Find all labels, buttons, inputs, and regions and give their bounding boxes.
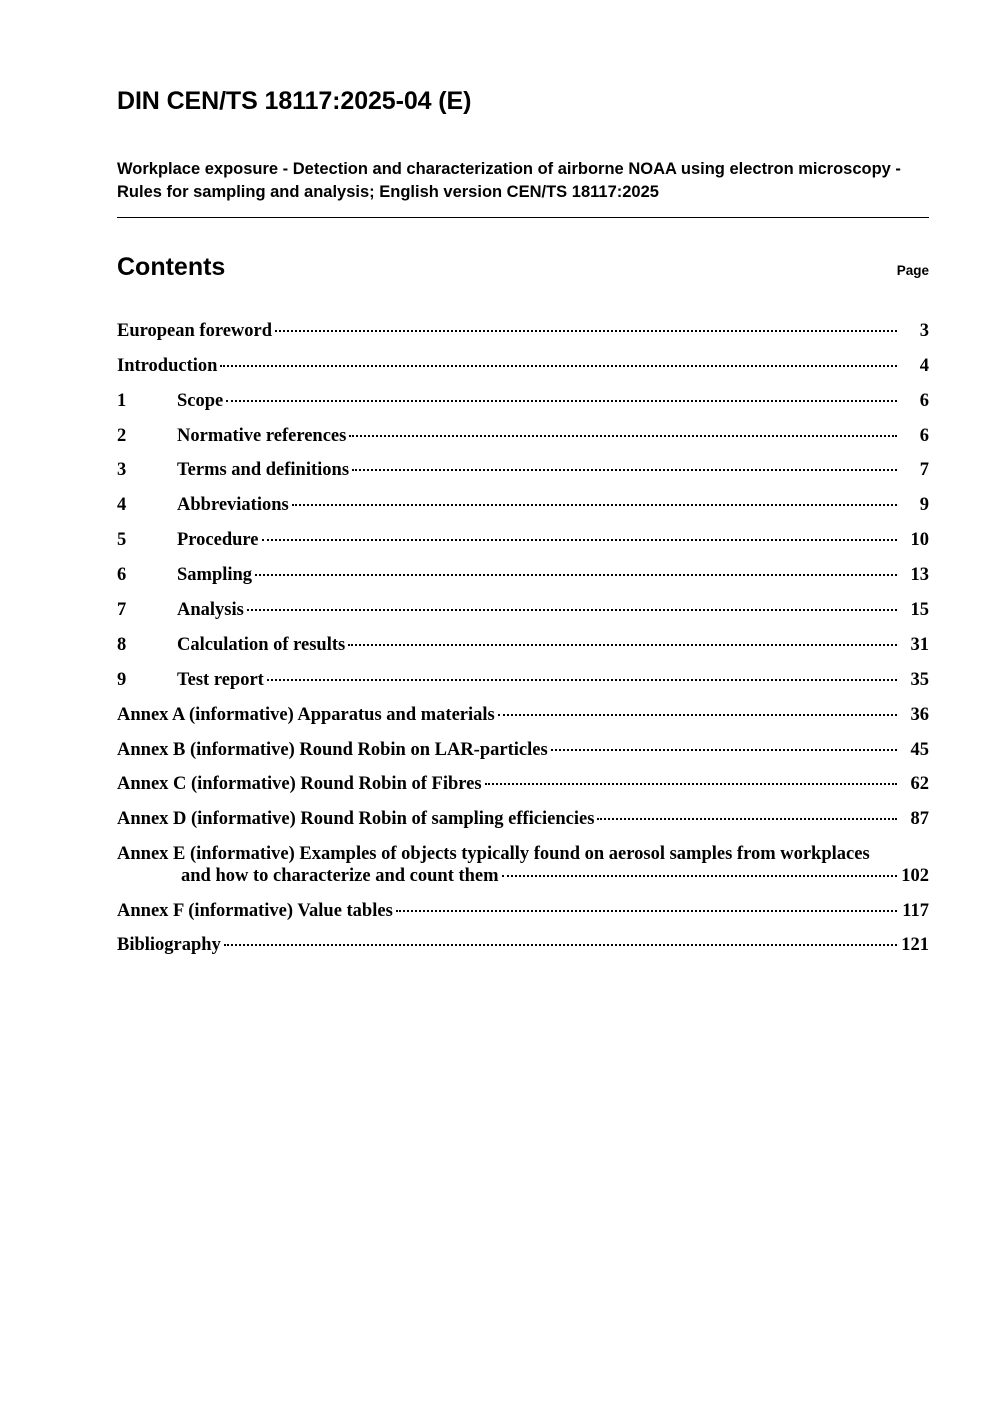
toc-entry-page: 31 [910, 634, 929, 655]
document-title: Workplace exposure - Detection and characterization of airborne NOAA using electron microscopy - Rules for sampling and analysis; English version CEN/TS 18117:2025 [117, 158, 929, 219]
toc-entry-annex-e[interactable] [117, 845, 929, 885]
leader-dots [498, 714, 897, 716]
toc-entry-normative-references[interactable] [117, 427, 929, 446]
toc-entry-number: 6 [117, 565, 127, 586]
toc-entry-number: 9 [117, 669, 127, 690]
leader-dots [485, 783, 897, 785]
toc-entry-number: 1 [117, 390, 127, 411]
toc-entry-label: Normative references [177, 425, 347, 446]
leader-dots [597, 818, 897, 820]
toc-entry-analysis[interactable] [117, 601, 929, 620]
toc-entry-annex-d[interactable] [117, 810, 929, 829]
toc-entry-label: Bibliography [117, 935, 221, 956]
toc-entry-label: Annex D (informative) Round Robin of sampling efficiencies [117, 809, 595, 830]
leader-dots [348, 644, 897, 646]
toc-entry-label: Introduction [117, 355, 218, 376]
toc-entry-calculation-of-results[interactable] [117, 636, 929, 655]
toc-entry-page: 62 [910, 774, 929, 795]
toc-entry-page: 7 [919, 460, 929, 481]
toc-entry-label: Annex E (informative) Examples of objects typically found on aerosol samples from workplaces [117, 844, 870, 865]
toc-entry-page: 117 [902, 900, 929, 921]
leader-dots [352, 469, 897, 471]
toc-entry-number: 5 [117, 530, 127, 551]
toc-entry-label: Annex A (informative) Apparatus and materials [117, 704, 495, 725]
toc-entry-abbreviations[interactable] [117, 496, 929, 515]
toc-entry-annex-c[interactable] [117, 775, 929, 794]
leader-dots [255, 574, 897, 576]
leader-dots [396, 910, 897, 912]
toc-entry-label: Analysis [177, 599, 244, 620]
toc-entry-annex-f[interactable] [117, 902, 929, 921]
content-column [117, 88, 932, 971]
toc-entry-annex-a[interactable] [117, 706, 929, 725]
toc-entry-procedure[interactable] [117, 531, 929, 550]
toc-entry-terms-and-definitions[interactable] [117, 461, 929, 480]
toc-entry-page: 3 [919, 320, 929, 341]
toc-entry-page: 9 [919, 495, 929, 516]
leader-dots [226, 400, 897, 402]
toc-entry-page: 10 [910, 530, 929, 551]
table-of-contents [117, 322, 929, 955]
toc-entry-page: 15 [910, 599, 929, 620]
toc-entry-number: 3 [117, 460, 127, 481]
toc-entry-page: 45 [910, 739, 929, 760]
leader-dots [551, 749, 897, 751]
toc-entry-sampling[interactable] [117, 566, 929, 585]
toc-entry-european-foreword[interactable] [117, 322, 929, 341]
contents-heading: Contents [117, 253, 226, 282]
toc-entry-annex-b[interactable] [117, 741, 929, 760]
toc-entry-label: Calculation of results [177, 634, 346, 655]
toc-entry-label: Terms and definitions [177, 460, 350, 481]
toc-entry-label: Abbreviations [177, 495, 289, 516]
leader-dots [262, 539, 897, 541]
toc-entry-test-report[interactable] [117, 671, 929, 690]
toc-entry-page: 13 [910, 565, 929, 586]
toc-entry-page: 6 [919, 425, 929, 446]
toc-entry-page: 4 [919, 355, 929, 376]
toc-entry-page: 36 [910, 704, 929, 725]
toc-entry-scope[interactable] [117, 392, 929, 411]
toc-entry-label: Annex C (informative) Round Robin of Fibres [117, 774, 482, 795]
toc-entry-label: European foreword [117, 320, 273, 341]
leader-dots [247, 609, 897, 611]
toc-entry-label: Scope [177, 390, 224, 411]
toc-entry-introduction[interactable] [117, 357, 929, 376]
toc-entry-number: 8 [117, 634, 127, 655]
toc-entry-page: 6 [919, 390, 929, 411]
leader-dots [220, 365, 897, 367]
leader-dots [275, 330, 897, 332]
toc-entry-label: Sampling [177, 565, 253, 586]
toc-entry-label: Annex B (informative) Round Robin on LAR-particles [117, 739, 548, 760]
leader-dots [224, 944, 897, 946]
toc-entry-number: 2 [117, 425, 127, 446]
toc-entry-page: 87 [910, 809, 929, 830]
toc-entry-page: 35 [910, 669, 929, 690]
toc-entry-label-continued: and how to characterize and count them [181, 865, 499, 886]
toc-entry-bibliography[interactable] [117, 936, 929, 955]
page-column-label: Page [896, 263, 929, 279]
leader-dots [502, 875, 897, 877]
contents-header [117, 254, 929, 282]
leader-dots [292, 504, 897, 506]
toc-entry-number: 7 [117, 599, 127, 620]
toc-entry-label: Procedure [177, 530, 259, 551]
leader-dots [267, 679, 897, 681]
toc-entry-page: 102 [901, 865, 929, 886]
leader-dots [349, 435, 897, 437]
toc-entry-page: 121 [901, 935, 929, 956]
document-number: DIN CEN/TS 18117:2025-04 (E) [117, 87, 472, 115]
toc-entry-label: Annex F (informative) Value tables [117, 900, 393, 921]
toc-entry-number: 4 [117, 495, 127, 516]
toc-entry-label: Test report [177, 669, 264, 690]
